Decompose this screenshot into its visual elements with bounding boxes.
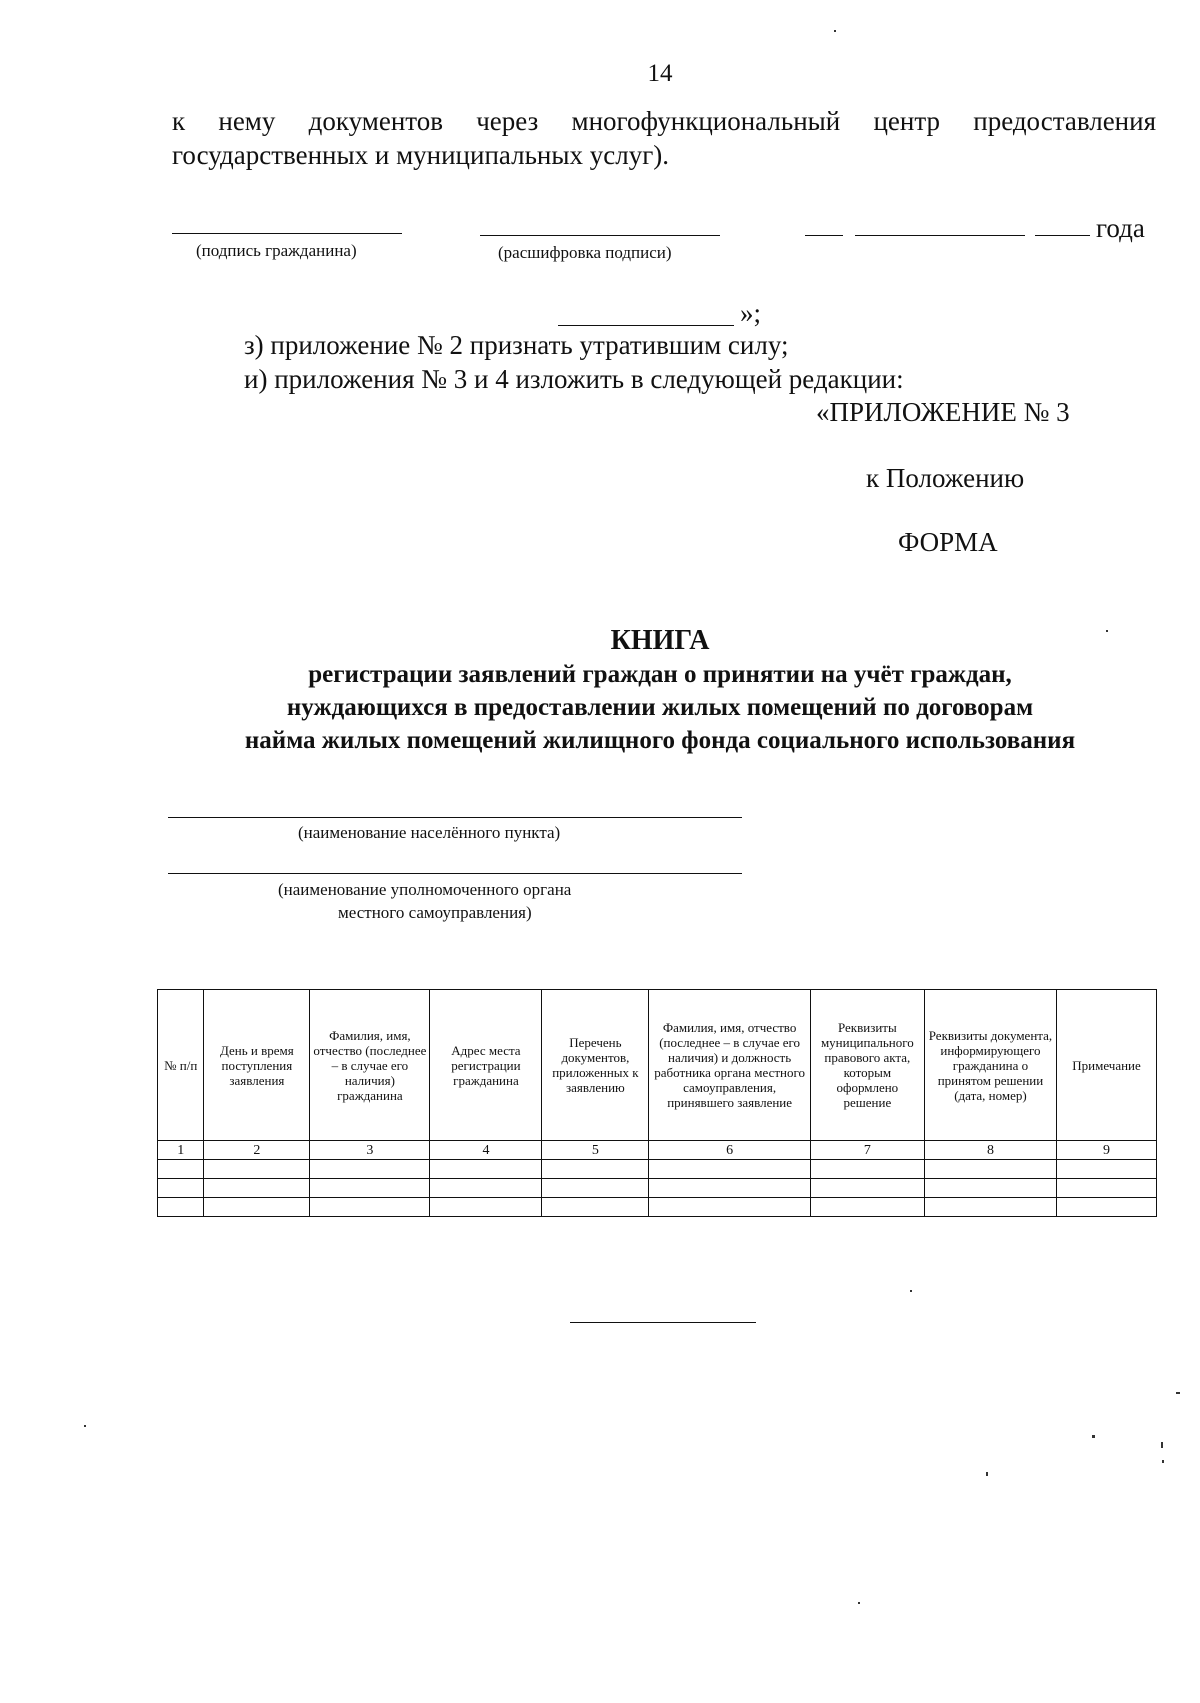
table-row [158, 1160, 1157, 1179]
appendix-title: «ПРИЛОЖЕНИЕ № 3 [816, 397, 1070, 427]
table-cell [310, 1160, 430, 1179]
day-line [805, 235, 843, 236]
intro-line-2: государственных и муниципальных услуг). [172, 140, 670, 170]
page-number: 14 [647, 60, 673, 87]
scan-speck [1176, 1392, 1180, 1394]
signature-caption: (подпись гражданина) [196, 241, 357, 260]
appendix-form: ФОРМА [898, 527, 998, 557]
column-number: 7 [810, 1141, 924, 1160]
decoding-caption: (расшифровка подписи) [498, 243, 672, 262]
blank-line [558, 325, 734, 326]
table-cell [204, 1198, 310, 1217]
book-subtitle-3: найма жилых помещений жилищного фонда социального использования [244, 727, 1076, 754]
header-address: Адрес места регистрации гражданина [430, 990, 542, 1141]
end-line [570, 1322, 756, 1323]
table-number-row [158, 1141, 1157, 1160]
scan-speck [84, 1425, 86, 1427]
column-number: 1 [158, 1141, 204, 1160]
table-cell [1057, 1160, 1157, 1179]
scan-speck [834, 30, 836, 32]
month-line [855, 235, 1025, 236]
amendment-i: и) приложения № 3 и 4 изложить в следующей редакции: [244, 364, 904, 394]
header-date-time: День и время поступления заявления [204, 990, 310, 1141]
table-cell [1057, 1198, 1157, 1217]
header-documents: Перечень документов, приложенных к заявлению [542, 990, 649, 1141]
table-cell [542, 1179, 649, 1198]
settlement-line [168, 817, 742, 818]
scan-speck [1106, 630, 1108, 632]
header-citizen-name: Фамилия, имя, отчество (последнее – в случае его наличия) гражданина [310, 990, 430, 1141]
table-cell [310, 1198, 430, 1217]
book-subtitle-1: регистрации заявлений граждан о принятии на учёт граждан, [308, 661, 1012, 688]
table-cell [810, 1160, 924, 1179]
decoding-line [480, 235, 720, 236]
table-cell [810, 1198, 924, 1217]
column-number: 3 [310, 1141, 430, 1160]
year-word: года [1096, 213, 1145, 243]
column-number: 2 [204, 1141, 310, 1160]
table-cell [430, 1179, 542, 1198]
scan-speck [1092, 1435, 1095, 1438]
table-cell [810, 1179, 924, 1198]
table-cell [542, 1198, 649, 1217]
column-number: 5 [542, 1141, 649, 1160]
column-number: 9 [1057, 1141, 1157, 1160]
closing-quote: »; [740, 298, 762, 328]
year-line [1035, 235, 1090, 236]
scan-speck [858, 1602, 860, 1604]
table-cell [158, 1160, 204, 1179]
table-cell [542, 1160, 649, 1179]
table-cell [430, 1198, 542, 1217]
column-number: 8 [924, 1141, 1056, 1160]
intro-line-1: к нему документов через многофункциональный центр предоставления [172, 106, 1156, 136]
table-row [158, 1179, 1157, 1198]
header-note: Примечание [1057, 990, 1157, 1141]
column-number: 4 [430, 1141, 542, 1160]
table-cell [649, 1160, 810, 1179]
table-header-row [158, 990, 1157, 1141]
header-legal-act: Реквизиты муниципального правового акта, которым оформлено решение [810, 990, 924, 1141]
table-cell [924, 1198, 1056, 1217]
header-employee: Фамилия, имя, отчество (последнее – в случае его наличия) и должность работника органа местного самоуправления, принявшего заявление [649, 990, 810, 1141]
scan-speck [986, 1472, 988, 1476]
scan-speck [1161, 1442, 1163, 1448]
table-cell [310, 1179, 430, 1198]
table-cell [158, 1198, 204, 1217]
table-cell [204, 1160, 310, 1179]
book-title: КНИГА [610, 625, 710, 656]
registration-table [157, 989, 1157, 1217]
scan-speck [1162, 1460, 1164, 1463]
authority-line [168, 873, 742, 874]
book-subtitle-2: нуждающихся в предоставлении жилых помещений по договорам [286, 694, 1034, 721]
table-cell [158, 1179, 204, 1198]
table-row [158, 1198, 1157, 1217]
authority-caption-1: (наименование уполномоченного органа [278, 880, 572, 899]
header-notification: Реквизиты документа, информирующего гражданина о принятом решении (дата, номер) [924, 990, 1056, 1141]
table-cell [924, 1179, 1056, 1198]
table-cell [204, 1179, 310, 1198]
signature-line [172, 233, 402, 234]
column-number: 6 [649, 1141, 810, 1160]
appendix-to-regulation: к Положению [866, 463, 1025, 493]
authority-caption-2: местного самоуправления) [338, 903, 532, 922]
scan-speck [910, 1290, 912, 1292]
amendment-z: з) приложение № 2 признать утратившим силу; [244, 330, 789, 360]
table-cell [649, 1179, 810, 1198]
table-cell [1057, 1179, 1157, 1198]
table-cell [924, 1160, 1056, 1179]
settlement-caption: (наименование населённого пункта) [298, 823, 561, 842]
header-number: № п/п [158, 990, 204, 1141]
table-cell [649, 1198, 810, 1217]
table-cell [430, 1160, 542, 1179]
